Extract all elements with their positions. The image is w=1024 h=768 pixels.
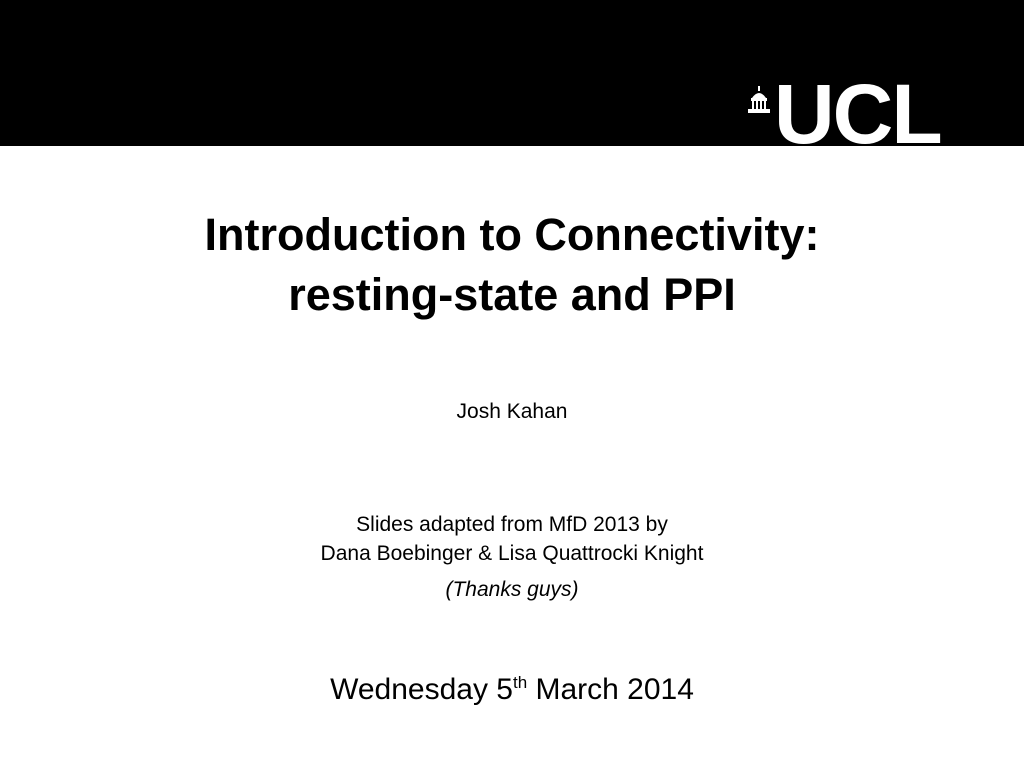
credits xyxy=(0,510,1024,568)
title-line-2: resting-state and PPI xyxy=(288,269,736,320)
portico-dome-icon xyxy=(746,86,772,116)
date-suffix: March 2014 xyxy=(527,673,694,706)
credits-line-1: Slides adapted from MfD 2013 by xyxy=(356,513,668,536)
thanks-note: (Thanks guys) xyxy=(445,578,579,601)
presentation-date xyxy=(0,673,1024,707)
header-band xyxy=(0,0,1024,150)
date-ordinal: th xyxy=(512,673,528,692)
ucl-logo xyxy=(744,80,984,150)
title-line-1: Introduction to Connectivity: xyxy=(204,209,820,260)
slide-title xyxy=(0,205,1024,325)
author-name: Josh Kahan xyxy=(456,400,568,423)
logo-wordmark: UCL xyxy=(774,80,941,150)
credits-line-2: Dana Boebinger & Lisa Quattrocki Knight xyxy=(320,542,704,565)
date-prefix: Wednesday 5 xyxy=(330,673,513,706)
